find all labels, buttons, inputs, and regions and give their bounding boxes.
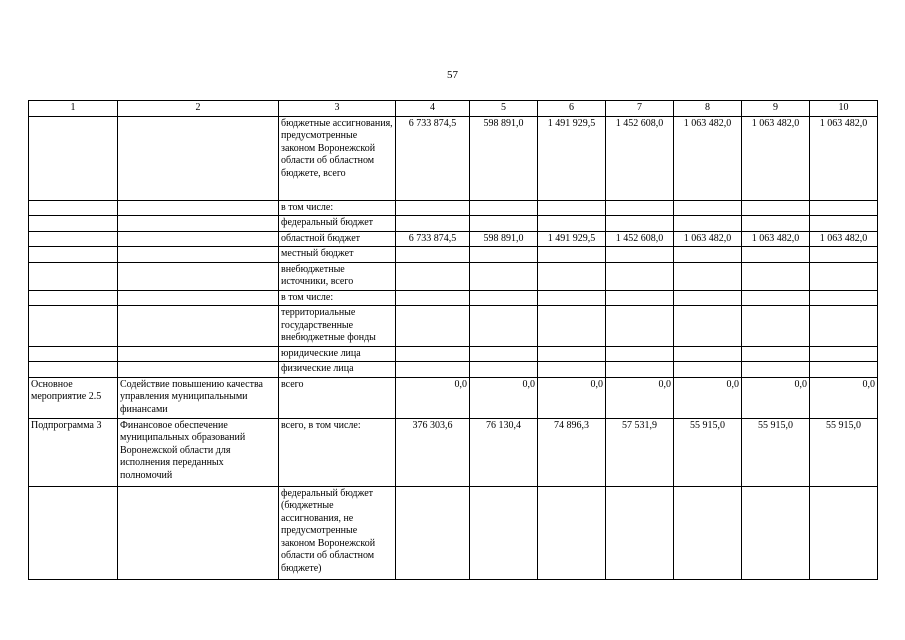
table-cell xyxy=(29,362,118,378)
table-cell: юридические лица xyxy=(279,346,396,362)
table-cell xyxy=(606,362,674,378)
table-cell: 0,0 xyxy=(674,377,742,418)
table-cell: физические лица xyxy=(279,362,396,378)
table-cell xyxy=(470,362,538,378)
table-cell xyxy=(470,262,538,290)
table-cell xyxy=(29,116,118,200)
header-cell: 8 xyxy=(674,101,742,117)
table-cell xyxy=(674,346,742,362)
table-cell xyxy=(118,290,279,306)
table-cell xyxy=(538,200,606,216)
table-cell: 1 063 482,0 xyxy=(742,231,810,247)
header-cell: 9 xyxy=(742,101,810,117)
table-cell xyxy=(674,247,742,263)
table-cell: всего xyxy=(279,377,396,418)
table-cell: 1 452 608,0 xyxy=(606,231,674,247)
table-cell xyxy=(606,486,674,579)
table-cell xyxy=(538,362,606,378)
table-cell xyxy=(606,346,674,362)
header-cell: 4 xyxy=(396,101,470,117)
table-cell xyxy=(810,262,878,290)
table-cell xyxy=(118,306,279,347)
table-cell: 0,0 xyxy=(606,377,674,418)
table-cell: 1 491 929,5 xyxy=(538,231,606,247)
table-cell xyxy=(118,262,279,290)
table-cell: всего, в том числе: xyxy=(279,418,396,486)
table-cell: в том числе: xyxy=(279,290,396,306)
table-cell xyxy=(470,216,538,232)
table-cell xyxy=(606,200,674,216)
table-row xyxy=(29,216,878,232)
table-cell xyxy=(118,116,279,200)
table-cell xyxy=(742,486,810,579)
table-cell xyxy=(396,306,470,347)
table-cell xyxy=(742,262,810,290)
table-row xyxy=(29,262,878,290)
table-row xyxy=(29,486,878,579)
table-row xyxy=(29,362,878,378)
table-cell xyxy=(742,346,810,362)
table-cell xyxy=(674,200,742,216)
table-cell: 1 063 482,0 xyxy=(810,231,878,247)
table-cell: 598 891,0 xyxy=(470,231,538,247)
table-cell: 76 130,4 xyxy=(470,418,538,486)
table-cell: 1 063 482,0 xyxy=(674,231,742,247)
table-cell: федеральный бюджет xyxy=(279,216,396,232)
table-cell: территориальные государственные внебюджетные фонды xyxy=(279,306,396,347)
table-cell xyxy=(538,346,606,362)
table-cell xyxy=(396,486,470,579)
table-cell xyxy=(606,306,674,347)
table-cell: 0,0 xyxy=(396,377,470,418)
table-cell xyxy=(396,362,470,378)
table-cell xyxy=(674,216,742,232)
header-cell: 3 xyxy=(279,101,396,117)
table-cell: Содействие повышению качества управления муниципальными финансами xyxy=(118,377,279,418)
table-cell: 1 063 482,0 xyxy=(674,116,742,200)
table-cell xyxy=(29,216,118,232)
table-cell xyxy=(29,486,118,579)
table-cell: 1 452 608,0 xyxy=(606,116,674,200)
table-cell: областной бюджет xyxy=(279,231,396,247)
header-cell: 7 xyxy=(606,101,674,117)
budget-table xyxy=(28,100,878,580)
table-cell xyxy=(470,346,538,362)
table-cell xyxy=(470,306,538,347)
table-row xyxy=(29,290,878,306)
table-cell xyxy=(810,290,878,306)
table-cell: 55 915,0 xyxy=(674,418,742,486)
table-cell xyxy=(538,247,606,263)
table-cell xyxy=(810,306,878,347)
table-cell xyxy=(470,247,538,263)
table-cell: 55 915,0 xyxy=(742,418,810,486)
table-cell xyxy=(118,247,279,263)
table-cell xyxy=(118,486,279,579)
table-cell: 376 303,6 xyxy=(396,418,470,486)
table-cell xyxy=(674,290,742,306)
table-cell xyxy=(470,290,538,306)
table-cell xyxy=(742,290,810,306)
table-cell: 57 531,9 xyxy=(606,418,674,486)
table-cell: Подпрограмма 3 xyxy=(29,418,118,486)
table-row xyxy=(29,377,878,418)
table-cell: 1 491 929,5 xyxy=(538,116,606,200)
table-cell xyxy=(538,290,606,306)
table-cell xyxy=(538,486,606,579)
table-cell xyxy=(396,290,470,306)
table-cell: Основное мероприятие 2.5 xyxy=(29,377,118,418)
table-cell: 1 063 482,0 xyxy=(742,116,810,200)
table-cell xyxy=(810,200,878,216)
table-cell: 1 063 482,0 xyxy=(810,116,878,200)
table-cell xyxy=(742,306,810,347)
table-cell xyxy=(29,306,118,347)
table-cell xyxy=(606,216,674,232)
table-cell xyxy=(29,231,118,247)
table-cell xyxy=(396,346,470,362)
table-cell xyxy=(538,216,606,232)
table-cell: 6 733 874,5 xyxy=(396,231,470,247)
table-cell xyxy=(674,306,742,347)
table-cell xyxy=(396,216,470,232)
table-cell xyxy=(29,262,118,290)
table-cell: Финансовое обеспечение муниципальных образований Воронежской области для исполнения переданных полномочий xyxy=(118,418,279,486)
header-cell: 1 xyxy=(29,101,118,117)
table-cell xyxy=(29,346,118,362)
header-cell: 6 xyxy=(538,101,606,117)
table-row xyxy=(29,418,878,486)
table-cell xyxy=(470,486,538,579)
table-cell xyxy=(29,290,118,306)
table-cell xyxy=(742,247,810,263)
table-cell xyxy=(810,216,878,232)
table-cell xyxy=(29,200,118,216)
table-row xyxy=(29,231,878,247)
table-cell xyxy=(538,306,606,347)
table-cell: 74 896,3 xyxy=(538,418,606,486)
table-cell xyxy=(606,247,674,263)
table-cell: 0,0 xyxy=(742,377,810,418)
table-cell: 0,0 xyxy=(810,377,878,418)
table-cell xyxy=(29,247,118,263)
table-cell xyxy=(606,290,674,306)
table-cell: 598 891,0 xyxy=(470,116,538,200)
table-cell xyxy=(674,486,742,579)
table-cell xyxy=(674,262,742,290)
table-row xyxy=(29,200,878,216)
header-row xyxy=(29,101,878,117)
table-row xyxy=(29,346,878,362)
table-cell xyxy=(396,247,470,263)
table-cell xyxy=(470,200,538,216)
table-cell: местный бюджет xyxy=(279,247,396,263)
header-cell: 10 xyxy=(810,101,878,117)
table-cell xyxy=(118,346,279,362)
table-cell: 0,0 xyxy=(470,377,538,418)
table-cell xyxy=(118,216,279,232)
table-cell xyxy=(742,216,810,232)
header-cell: 2 xyxy=(118,101,279,117)
table-cell xyxy=(810,486,878,579)
table-cell: 55 915,0 xyxy=(810,418,878,486)
table-cell xyxy=(810,247,878,263)
table-cell xyxy=(538,262,606,290)
table-cell xyxy=(810,346,878,362)
table-cell xyxy=(118,231,279,247)
header-cell: 5 xyxy=(470,101,538,117)
table-cell: 6 733 874,5 xyxy=(396,116,470,200)
table-row xyxy=(29,116,878,200)
table-cell xyxy=(674,362,742,378)
table-cell xyxy=(742,362,810,378)
table-cell: бюджетные ассигнования, предусмотренные законом Воронежской области об областном бюджете, всего xyxy=(279,116,396,200)
page-number: 57 xyxy=(447,69,458,81)
table-cell: в том числе: xyxy=(279,200,396,216)
table-cell: федеральный бюджет (бюджетные ассигнования, не предусмотренные законом Воронежской области об областном бюджете) xyxy=(279,486,396,579)
table-cell xyxy=(606,262,674,290)
table-row xyxy=(29,306,878,347)
table-cell xyxy=(118,200,279,216)
table-cell xyxy=(396,262,470,290)
table-cell xyxy=(742,200,810,216)
table-cell xyxy=(810,362,878,378)
table-cell xyxy=(118,362,279,378)
table-cell: внебюджетные источники, всего xyxy=(279,262,396,290)
table-cell xyxy=(396,200,470,216)
table-row xyxy=(29,247,878,263)
table-cell: 0,0 xyxy=(538,377,606,418)
